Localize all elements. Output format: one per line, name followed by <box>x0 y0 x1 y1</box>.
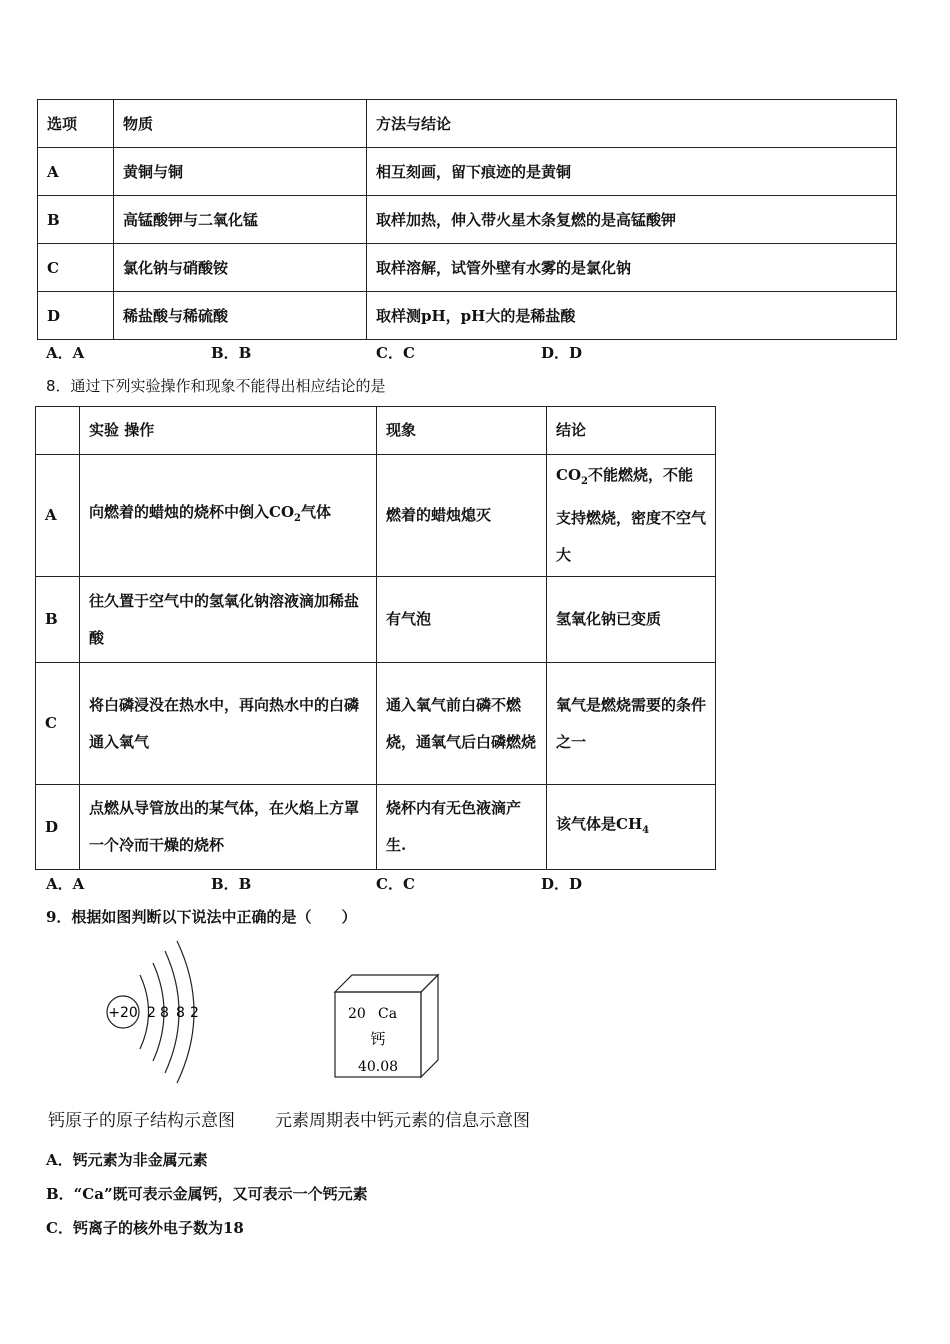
atomic-mass: 40.08 <box>357 1059 399 1075</box>
cell-option: D <box>36 785 80 870</box>
cell-conclusion: 该气体是$CH_4$ <box>547 785 716 870</box>
cell-method: 取样溶解，试管外壁有水雾的是氯化钠 <box>367 244 897 292</box>
atom-structure-diagram <box>95 935 215 1095</box>
cell-option: A <box>36 455 80 577</box>
caption-atom: 钙原子的原子结构示意图 <box>48 1111 235 1131</box>
cell-substance: 高锰酸钾与二氧化锰 <box>114 196 367 244</box>
header-blank <box>36 407 80 455</box>
header-substance: 物质 <box>114 100 367 148</box>
header-operation: 实验 操作 <box>80 407 377 455</box>
caption-element: 元素周期表中钙元素的信息示意图 <box>275 1111 530 1131</box>
atomic-number: 20 <box>348 1006 366 1022</box>
table-row <box>36 663 716 785</box>
cell-operation: 向燃着的蜡烛的烧杯中倒入$CO_2$气体 <box>80 455 377 577</box>
answer-options-q8 <box>46 873 706 894</box>
cell-conclusion: $CO_2$不能燃烧，不能支持燃烧，密度不空气大 <box>547 455 716 577</box>
header-option: 选项 <box>38 100 114 148</box>
header-method: 方法与结论 <box>367 100 897 148</box>
answer-c[interactable]: C．钙离子的核外电子数为18 <box>46 1219 244 1237</box>
cell-method: 取样加热，伸入带火星木条复燃的是高锰酸钾 <box>367 196 897 244</box>
element-symbol: Ca <box>378 1006 398 1022</box>
table-row <box>38 244 897 292</box>
cell-phenomenon: 通入氧气前白磷不燃烧，通氧气后白磷燃烧 <box>377 663 547 785</box>
element-name: 钙 <box>370 1030 386 1048</box>
cell-conclusion: 氢氧化钠已变质 <box>547 577 716 663</box>
cell-substance: 稀盐酸与稀硫酸 <box>114 292 367 340</box>
shell-electrons: 2 <box>190 1005 199 1021</box>
answer-options-q7 <box>46 342 706 363</box>
cell-substance: 氯化钠与硝酸铵 <box>114 244 367 292</box>
table-row <box>38 196 897 244</box>
question-8-text: 8．通过下列实验操作和现象不能得出相应结论的是 <box>46 377 386 395</box>
substance-method-table <box>37 99 897 340</box>
table-row <box>36 577 716 663</box>
element-info-cube <box>330 970 445 1085</box>
cell-option: D <box>38 292 114 340</box>
option-c[interactable]: C．C <box>376 875 415 893</box>
nucleus-charge: +20 <box>108 1005 138 1021</box>
option-d[interactable]: D．D <box>541 875 583 893</box>
cell-phenomenon: 有气泡 <box>377 577 547 663</box>
answer-a[interactable]: A．钙元素为非金属元素 <box>46 1151 208 1169</box>
cell-operation: 将白磷浸没在热水中，再向热水中的白磷通入氧气 <box>80 663 377 785</box>
option-d[interactable]: D．D <box>541 344 583 362</box>
option-b[interactable]: B．B <box>211 344 252 362</box>
experiment-table <box>35 406 716 870</box>
cell-option: C <box>36 663 80 785</box>
table-row <box>36 785 716 870</box>
cell-option: B <box>38 196 114 244</box>
table-row <box>38 148 897 196</box>
shell-electrons: 2 <box>147 1005 156 1021</box>
option-a[interactable]: A．A <box>46 344 85 362</box>
cell-option: B <box>36 577 80 663</box>
table-row <box>38 292 897 340</box>
cell-option: A <box>38 148 114 196</box>
cell-phenomenon: 烧杯内有无色液滴产生. <box>377 785 547 870</box>
table-row <box>36 455 716 577</box>
option-b[interactable]: B．B <box>211 875 252 893</box>
option-a[interactable]: A．A <box>46 875 85 893</box>
question-9-text: 9．根据如图判断以下说法中正确的是（ ） <box>46 908 357 926</box>
shell-electrons: 8 <box>160 1005 169 1021</box>
cell-option: C <box>38 244 114 292</box>
option-c[interactable]: C．C <box>376 344 415 362</box>
cell-phenomenon: 燃着的蜡烛熄灭 <box>377 455 547 577</box>
cell-operation: 点燃从导管放出的某气体，在火焰上方罩一个冷而干燥的烧杯 <box>80 785 377 870</box>
header-conclusion: 结论 <box>547 407 716 455</box>
shell-electrons: 8 <box>176 1005 185 1021</box>
answer-b[interactable]: B．“Ca”既可表示金属钙，又可表示一个钙元素 <box>46 1185 368 1203</box>
cell-conclusion: 氧气是燃烧需要的条件之一 <box>547 663 716 785</box>
cell-operation: 往久置于空气中的氢氧化钠溶液滴加稀盐酸 <box>80 577 377 663</box>
cell-substance: 黄铜与铜 <box>114 148 367 196</box>
cell-method: 相互刻画，留下痕迹的是黄铜 <box>367 148 897 196</box>
header-phenomenon: 现象 <box>377 407 547 455</box>
cell-method: 取样测pH，pH大的是稀盐酸 <box>367 292 897 340</box>
